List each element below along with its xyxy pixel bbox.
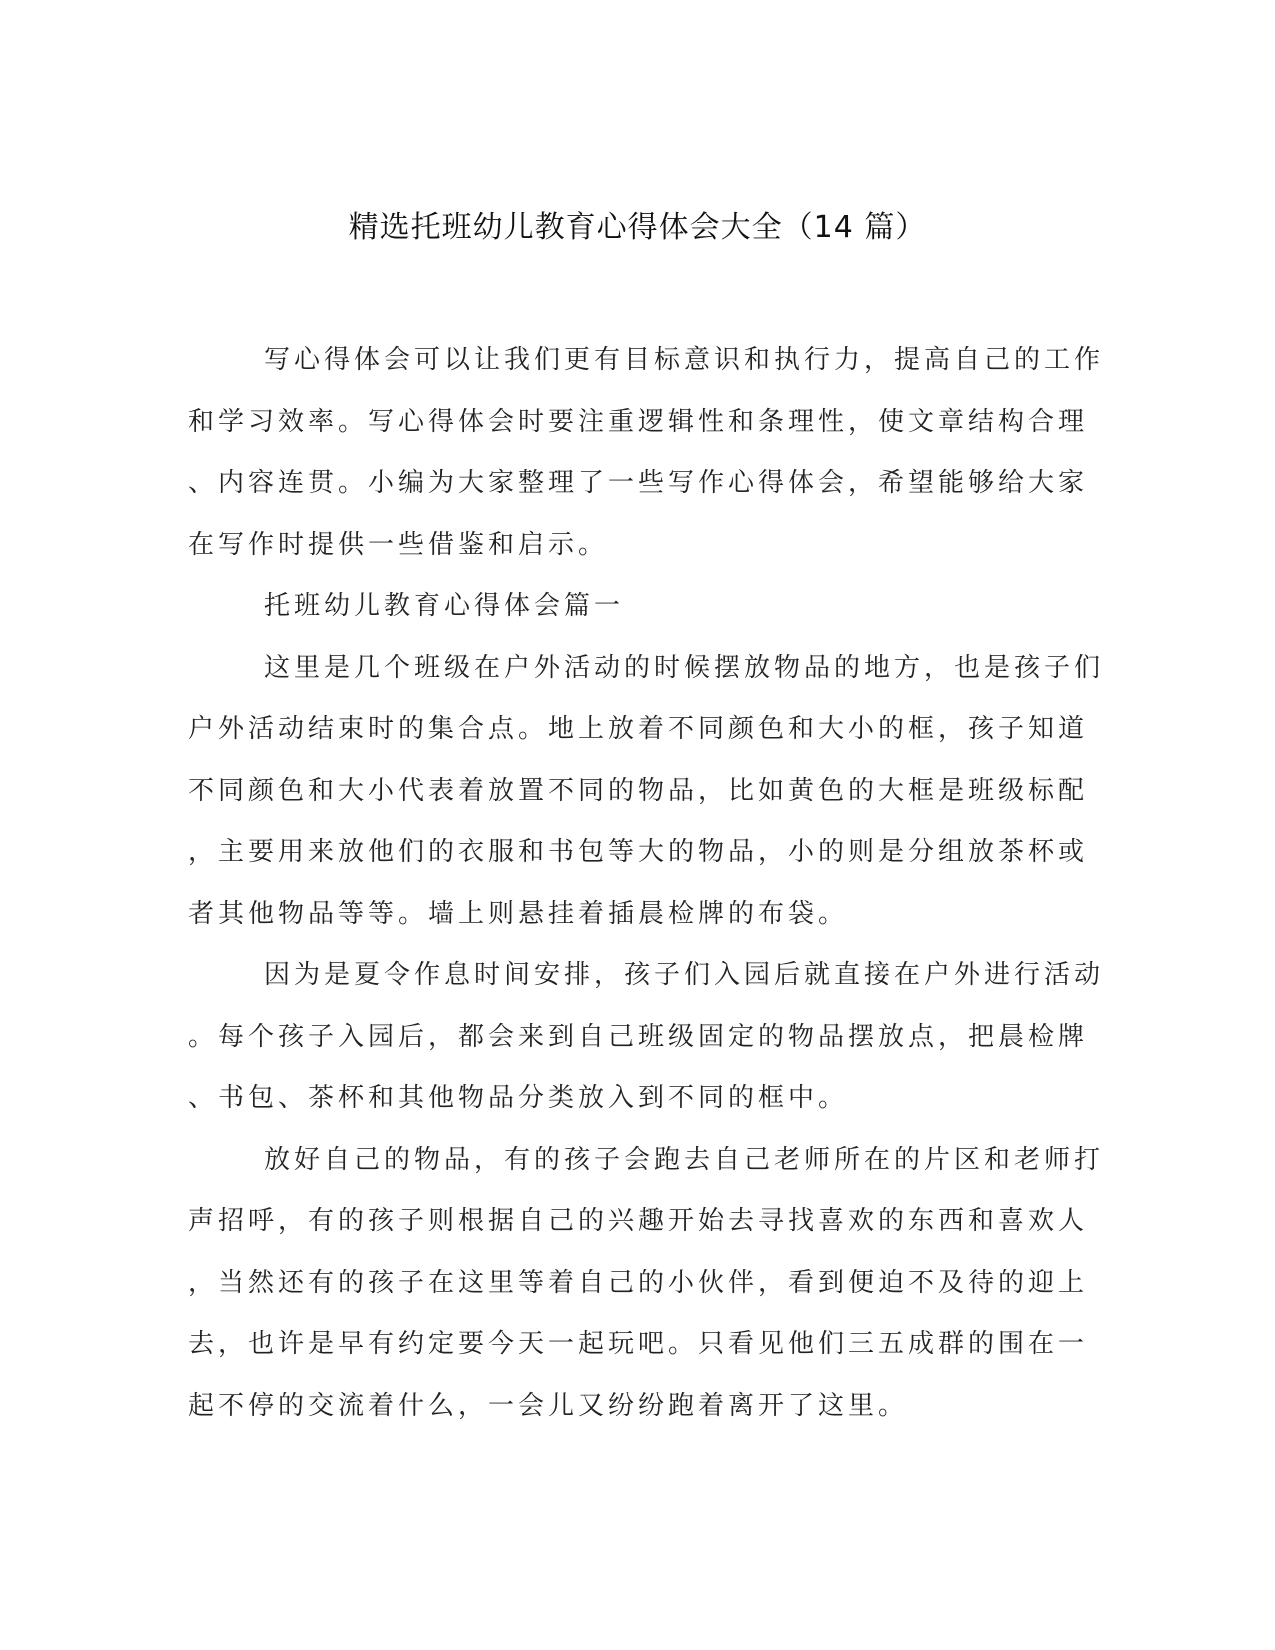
paragraph-line: 放好自己的物品，有的孩子会跑去自己老师所在的片区和老师打 xyxy=(264,1144,1105,1175)
paragraph-line: 不同颜色和大小代表着放置不同的物品，比如黄色的大框是班级标配 xyxy=(188,775,1089,806)
document-title: 精选托班幼儿教育心得体会大全（14 篇） xyxy=(348,210,927,245)
paragraph-line: 写心得体会可以让我们更有目标意识和执行力，提高自己的工作 xyxy=(264,345,1105,375)
paragraph-line: 户外活动结束时的集合点。地上放着不同颜色和大小的框，孩子知道 xyxy=(188,714,1089,744)
paragraph-line: 在写作时提供一些借鉴和启示。 xyxy=(188,529,609,560)
paragraph-line: 声招呼，有的孩子则根据自己的兴趣开始去寻找喜欢的东西和喜欢人 xyxy=(188,1206,1089,1236)
paragraph-line: 者其他物品等等。墙上则悬挂着插晨检牌的布袋。 xyxy=(188,898,849,929)
paragraph-line: 这里是几个班级在户外活动的时候摆放物品的地方，也是孩子们 xyxy=(264,652,1105,683)
paragraph-line: 和学习效率。写心得体会时要注重逻辑性和条理性，使文章结构合理 xyxy=(188,406,1089,437)
document-body xyxy=(188,330,1105,1437)
paragraph-line: 因为是夏令作息时间安排，孩子们入园后就直接在户外进行活动 xyxy=(264,960,1105,990)
paragraph-line: 、内容连贯。小编为大家整理了一些写作心得体会，希望能够给大家 xyxy=(188,468,1089,498)
section-heading: 托班幼儿教育心得体会篇一 xyxy=(264,591,625,621)
paragraph-line: 、书包、茶杯和其他物品分类放入到不同的框中。 xyxy=(188,1083,849,1113)
paragraph-line: 去，也许是早有约定要今天一起玩吧。只看见他们三五成群的围在一 xyxy=(188,1329,1089,1359)
paragraph-line: ，当然还有的孩子在这里等着自己的小伙伴，看到便迫不及待的迎上 xyxy=(188,1267,1089,1298)
paragraph-line: 。每个孩子入园后，都会来到自己班级固定的物品摆放点，把晨检牌 xyxy=(188,1021,1089,1052)
paragraph-line: 起不停的交流着什么，一会儿又纷纷跑着离开了这里。 xyxy=(188,1390,909,1421)
paragraph-line: ，主要用来放他们的衣服和书包等大的物品，小的则是分组放茶杯或 xyxy=(188,837,1089,867)
